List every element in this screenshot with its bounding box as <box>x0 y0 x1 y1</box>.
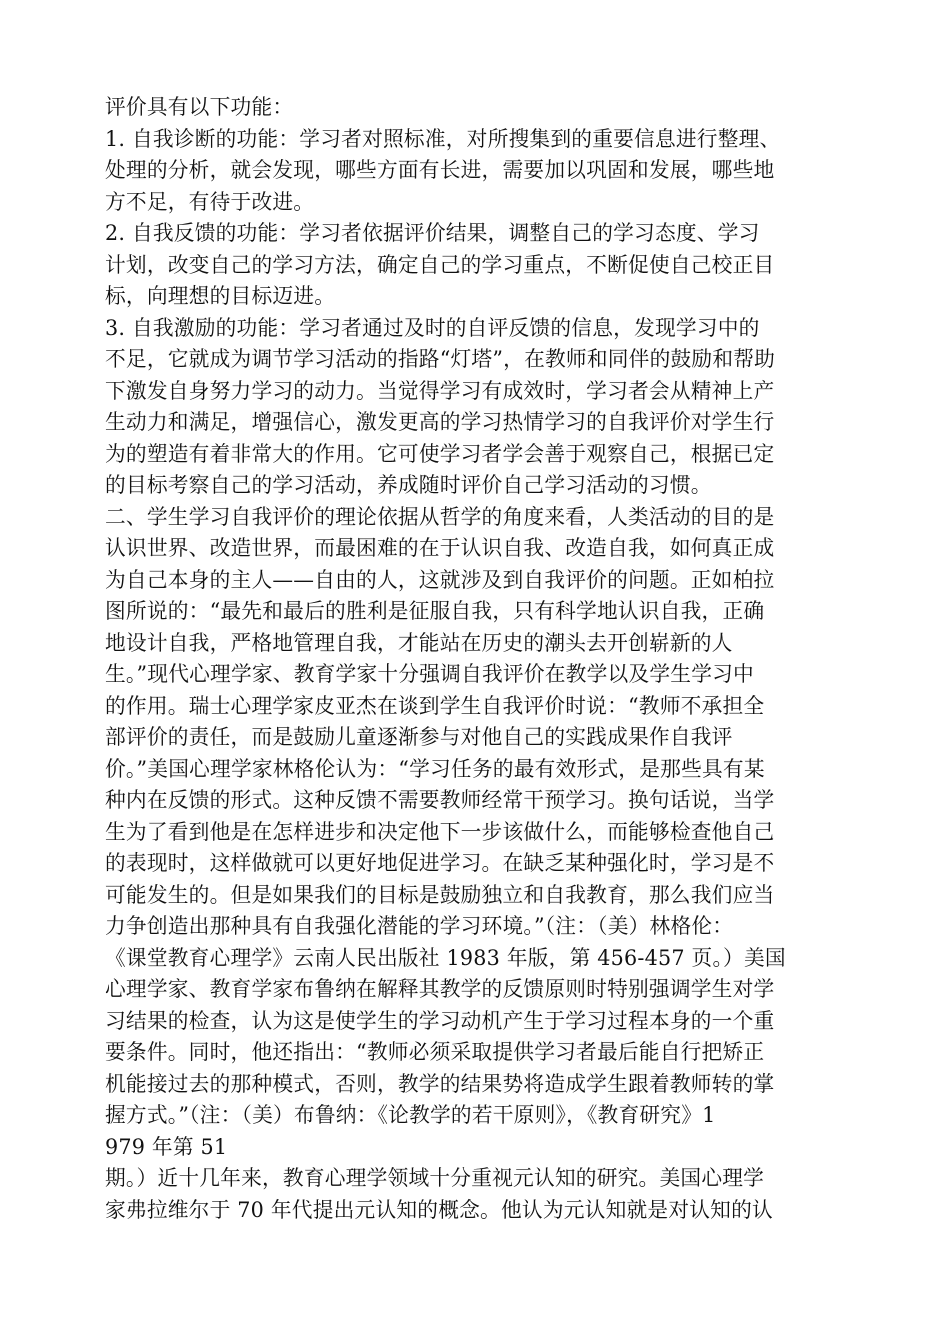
text-line: 《课堂教育心理学》云南人民出版社 1983 年版，第 456-457 页。）美国 <box>105 945 786 970</box>
text-line: 部评价的责任，而是鼓励儿童逐渐参与对他自己的实践成果作自我评 <box>105 725 733 749</box>
text-line: 为自己本身的主人——自由的人，这就涉及到自我评价的问题。正如柏拉 <box>105 567 775 592</box>
text-line: 握方式。”（注：（美）布鲁纳：《论教学的若干原则》，《教育研究》1 <box>105 1103 716 1127</box>
body-text <box>105 92 865 1226</box>
text-line: 下激发自身努力学习的动力。当觉得学习有成效时，学习者会从精神上产 <box>105 378 775 403</box>
text-line: 处理的分析，就会发现，哪些方面有长进，需要加以巩固和发展，哪些地 <box>105 158 775 182</box>
text-line: 不足，它就成为调节学习活动的指路“灯塔”，在教师和同伴的鼓励和帮助 <box>105 347 776 371</box>
text-line: 种内在反馈的形式。这种反馈不需要教师经常干预学习。换句话说，当学 <box>105 788 775 812</box>
text-line: 期。）近十几年来，教育心理学领域十分重视元认知的研究。美国心理学 <box>105 1166 765 1190</box>
text-line: 方不足，有待于改进。 <box>105 189 315 214</box>
text-line: 生。”现代心理学家、教育学家十分强调自我评价在教学以及学生学习中 <box>105 662 754 686</box>
text-line: 机能接过去的那种模式，否则，教学的结果势将造成学生跟着教师转的掌 <box>105 1071 775 1096</box>
text-line: 为的塑造有着非常大的作用。它可使学习者学会善于观察自己，根据已定 <box>105 441 775 466</box>
text-line: 1. 自我诊断的功能：学习者对照标准，对所搜集到的重要信息进行整理、 <box>105 126 781 151</box>
text-line: 计划，改变自己的学习方法，确定自己的学习重点，不断促使自己校正目 <box>105 252 775 277</box>
text-line: 认识世界、改造世界，而最困难的在于认识自我、改造自我，如何真正成 <box>105 536 775 560</box>
text-line: 生为了看到他是在怎样进步和决定他下一步该做什么，而能够检查他自己 <box>105 819 775 844</box>
text-line: 心理学家、教育学家布鲁纳在解释其教学的反馈原则时特别强调学生对学 <box>105 977 775 1001</box>
text-line: 标，向理想的目标迈进。 <box>105 284 336 308</box>
text-line: 习结果的检查，认为这是使学生的学习动机产生于学习过程本身的一个重 <box>105 1008 775 1033</box>
text-line: 评价具有以下功能： <box>105 95 294 119</box>
text-line: 图所说的：“最先和最后的胜利是征服自我，只有科学地认识自我，正确 <box>105 599 765 623</box>
text-line: 的目标考察自己的学习活动，养成随时评价自己学习活动的习惯。 <box>105 473 712 497</box>
text-line: 可能发生的。但是如果我们的目标是鼓励独立和自我教育，那么我们应当 <box>105 882 775 907</box>
text-line: 3. 自我激励的功能：学习者通过及时的自评反馈的信息，发现学习中的 <box>105 315 760 340</box>
text-line: 979 年第 51 <box>105 1134 228 1159</box>
text-line: 的作用。瑞士心理学家皮亚杰在谈到学生自我评价时说：“教师不承担全 <box>105 693 765 718</box>
text-line: 地设计自我，严格地管理自我，才能站在历史的潮头去开创崭新的人 <box>105 630 733 655</box>
text-line: 家弗拉维尔于 70 年代提出元认知的概念。他认为元认知就是对认知的认 <box>105 1197 773 1222</box>
text-line: 二、学生学习自我评价的理论依据从哲学的角度来看，人类活动的目的是 <box>105 504 775 529</box>
text-line: 价。”美国心理学家林格伦认为：“学习任务的最有效形式，是那些具有某 <box>105 756 765 781</box>
text-line: 2. 自我反馈的功能：学习者依据评价结果，调整自己的学习态度、学习 <box>105 221 760 245</box>
text-line: 生动力和满足，增强信心，激发更高的学习热情学习的自我评价对学生行 <box>105 410 775 434</box>
text-line: 力争创造出那种具有自我强化潜能的学习环境。”（注：（美）林格伦： <box>105 914 734 938</box>
text-line: 要条件。同时，他还指出：“教师必须采取提供学习者最后能自行把矫正 <box>105 1040 765 1064</box>
text-line: 的表现时，这样做就可以更好地促进学习。在缺乏某种强化时，学习是不 <box>105 851 775 875</box>
